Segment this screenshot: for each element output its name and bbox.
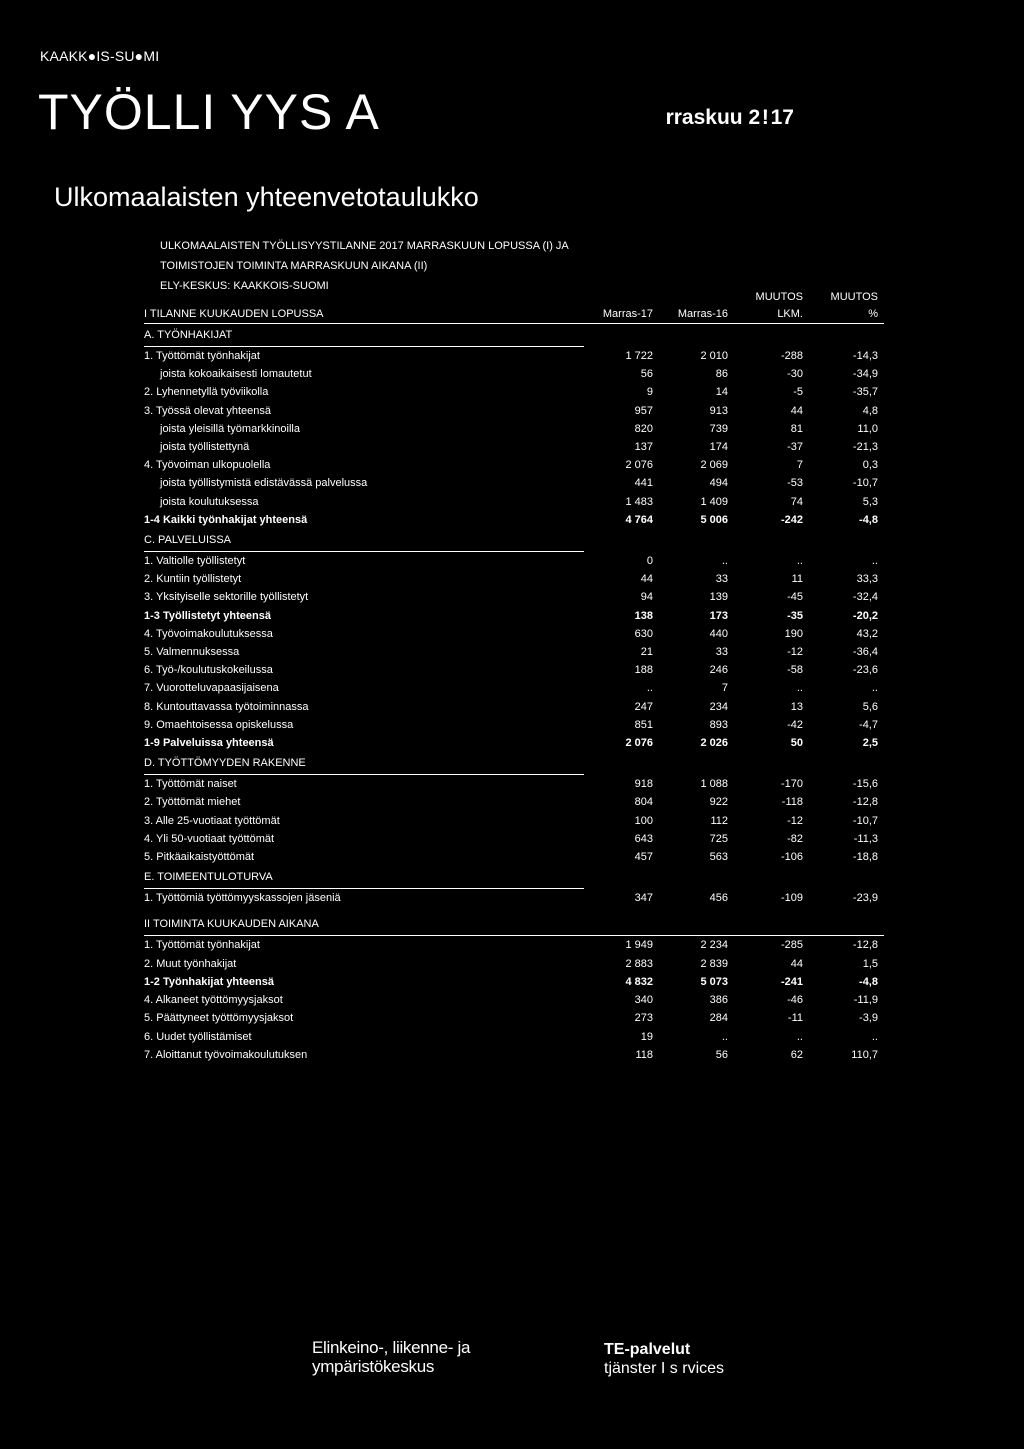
row-label: 5. Päättyneet työttömyysjaksot — [144, 1012, 294, 1025]
value-cell: 86 — [715, 368, 728, 381]
value-cell: 44 — [640, 573, 653, 586]
value-cell: 19 — [640, 1030, 653, 1043]
table-row — [144, 474, 884, 492]
value-cell: -5 — [793, 386, 803, 399]
value-cell: 0 — [646, 554, 653, 567]
table-row — [144, 955, 884, 973]
value-cell: 913 — [709, 404, 728, 417]
value-cell: -106 — [780, 851, 803, 864]
value-cell: 340 — [634, 994, 653, 1007]
row-label: 7. Vuorotteluvapaasijaisena — [144, 682, 279, 695]
value-cell: 630 — [634, 627, 653, 640]
table-row — [144, 936, 884, 955]
footer-line: tjänster I s rvices — [604, 1360, 725, 1377]
value-cell: -4,8 — [859, 975, 878, 988]
value-cell: 5,3 — [862, 495, 878, 508]
value-cell: 1 949 — [625, 939, 653, 952]
value-cell: 112 — [710, 814, 728, 827]
value-cell: 4 764 — [625, 513, 653, 526]
value-cell: 33 — [715, 646, 728, 659]
value-cell: 804 — [634, 796, 653, 809]
empty-cell — [734, 913, 809, 936]
value-cell: 173 — [709, 609, 728, 622]
empty-cell — [734, 529, 809, 552]
value-cell: -288 — [780, 349, 803, 362]
value-cell: 94 — [640, 591, 653, 604]
row-label: 1-2 Työnhakijat yhteensä — [144, 975, 275, 988]
value-cell: 1 483 — [625, 495, 653, 508]
value-cell: 44 — [790, 404, 803, 417]
value-cell: -11 — [787, 1012, 803, 1025]
row-label: 8. Kuntouttavassa työtoiminnassa — [144, 700, 309, 713]
table-row — [144, 991, 884, 1009]
empty-cell — [734, 866, 809, 889]
value-cell: 725 — [709, 832, 728, 845]
value-cell: -241 — [780, 975, 803, 988]
value-cell: -10,7 — [852, 814, 878, 827]
row-label: 4. Yli 50-vuotiaat työttömät — [144, 832, 275, 845]
value-cell: 188 — [634, 664, 653, 677]
row-label: 1. Työttömät työnhakijat — [144, 939, 260, 952]
value-cell: .. — [796, 1030, 803, 1043]
row-label: 3. Työssä olevat yhteensä — [144, 404, 271, 417]
value-cell: 174 — [709, 441, 728, 454]
value-cell: 139 — [709, 591, 728, 604]
section-heading: E. TOIMEENTULOTURVA — [144, 866, 584, 889]
table-row — [144, 456, 884, 474]
header-cell: MUUTOS — [755, 291, 803, 303]
row-label: 1. Työttömät työnhakijat — [144, 350, 260, 362]
page-subtitle: Ulkomaalaisten yhteenvetotaulukko — [54, 182, 479, 212]
value-cell: 110,7 — [851, 1048, 878, 1061]
value-cell: -23,6 — [852, 664, 878, 677]
row-label: 9. Omaehtoisessa opiskelussa — [144, 718, 294, 731]
value-cell: -4,7 — [859, 718, 878, 731]
table-row — [144, 1028, 884, 1046]
value-cell: -30 — [787, 368, 803, 381]
value-cell: 922 — [709, 796, 728, 809]
value-cell: 273 — [634, 1012, 653, 1025]
empty-cell — [734, 324, 809, 347]
value-cell: -21,3 — [852, 441, 878, 454]
header-cell — [659, 289, 734, 305]
value-cell: -12 — [787, 646, 803, 659]
value-cell: 50 — [790, 737, 803, 750]
row-label: joista työllistettynä — [160, 441, 250, 454]
value-cell: 44 — [790, 957, 803, 970]
section-heading-row — [144, 913, 884, 936]
value-cell: 74 — [790, 495, 803, 508]
value-cell: 4 832 — [625, 975, 653, 988]
header-cell: Marras-16 — [659, 305, 734, 324]
row-label: 5. Valmennuksessa — [144, 646, 240, 659]
value-cell: -11,9 — [853, 994, 878, 1007]
table-row — [144, 570, 884, 588]
header-cell: I TILANNE KUUKAUDEN LOPUSSA — [144, 305, 584, 324]
footer-line: TE-palvelut — [604, 1341, 691, 1358]
empty-cell — [809, 324, 884, 347]
value-cell: -11,3 — [853, 832, 878, 845]
value-cell: -12 — [787, 814, 803, 827]
value-cell: .. — [796, 554, 803, 567]
value-cell: -18,8 — [852, 851, 878, 864]
value-cell: -36,4 — [852, 646, 878, 659]
table-row — [144, 402, 884, 420]
value-cell: 2 076 — [625, 459, 653, 472]
table-total-row — [144, 734, 884, 752]
empty-cell — [584, 752, 659, 775]
statistics-table — [144, 289, 884, 1064]
header-cell: Marras-17 — [584, 305, 659, 324]
header-cell — [584, 289, 659, 305]
value-cell: 441 — [634, 477, 653, 490]
value-cell: 957 — [634, 404, 653, 417]
value-cell: -170 — [780, 778, 803, 791]
value-cell: 2 010 — [700, 349, 728, 362]
value-cell: 9 — [646, 386, 653, 399]
footer-line: ympäristökeskus — [312, 1357, 435, 1376]
section-heading-row — [144, 752, 884, 775]
row-label: 2. Lyhennetyllä työviikolla — [144, 386, 269, 399]
value-cell: 5,6 — [862, 700, 878, 713]
value-cell: 739 — [709, 422, 728, 435]
row-label: 1-9 Palveluissa yhteensä — [144, 737, 274, 750]
value-cell: -14,3 — [852, 349, 878, 362]
value-cell: 284 — [709, 1012, 728, 1025]
empty-cell — [659, 324, 734, 347]
row-label: 2. Kuntiin työllistetyt — [144, 573, 242, 586]
row-label: 6. Työ-/koulutuskokeilussa — [144, 664, 273, 677]
value-cell: 13 — [790, 700, 803, 713]
value-cell: 11,0 — [857, 422, 878, 435]
value-cell: 0,3 — [862, 459, 878, 472]
row-label: 1. Työttömiä työttömyyskassojen jäseniä — [144, 892, 341, 905]
value-cell: 100 — [634, 814, 653, 827]
value-cell: 643 — [634, 832, 653, 845]
empty-cell — [809, 529, 884, 552]
table-total-row — [144, 607, 884, 625]
value-cell: .. — [871, 682, 878, 695]
empty-cell — [584, 324, 659, 347]
value-cell: -118 — [781, 796, 803, 809]
table-row — [144, 812, 884, 830]
value-cell: -35 — [787, 609, 803, 622]
page-title: TYÖLLI YYS A — [38, 84, 380, 140]
value-cell: 2,5 — [862, 737, 878, 750]
row-label: 1. Työttömät naiset — [144, 778, 237, 791]
ely-logo-text — [312, 1338, 470, 1376]
value-cell: -109 — [780, 892, 803, 905]
value-cell: .. — [871, 1030, 878, 1043]
row-label: 1-4 Kaikki työnhakijat yhteensä — [144, 513, 308, 526]
table-header-top-row — [144, 289, 884, 305]
table-total-row — [144, 973, 884, 991]
value-cell: 7 — [796, 459, 803, 472]
value-cell: 247 — [634, 700, 653, 713]
value-cell: 918 — [634, 778, 653, 791]
value-cell: 2 076 — [625, 737, 653, 750]
table-row — [144, 365, 884, 383]
value-cell: .. — [646, 682, 653, 695]
table-row — [144, 661, 884, 679]
value-cell: -37 — [787, 441, 803, 454]
value-cell: 1 088 — [700, 778, 728, 791]
value-cell: 347 — [634, 892, 653, 905]
value-cell: 563 — [709, 851, 728, 864]
header-cell: % — [809, 305, 884, 324]
table-row — [144, 830, 884, 848]
value-cell: 14 — [715, 386, 728, 399]
value-cell: -12,8 — [852, 939, 878, 952]
empty-cell — [809, 913, 884, 936]
value-cell: -4,8 — [859, 513, 878, 526]
value-cell: 33 — [715, 573, 728, 586]
value-cell: 2 883 — [625, 957, 653, 970]
section-heading: II TOIMINTA KUUKAUDEN AIKANA — [144, 913, 584, 936]
value-cell: -23,9 — [852, 892, 878, 905]
value-cell: .. — [721, 1030, 728, 1043]
value-cell: 1 722 — [625, 349, 653, 362]
table-row — [144, 1046, 884, 1064]
value-cell: -58 — [787, 664, 803, 677]
value-cell: .. — [721, 554, 728, 567]
value-cell: 56 — [640, 368, 653, 381]
caption-line: ULKOMAALAISTEN TYÖLLISYYSTILANNE 2017 MARRASKUUN LOPUSSA (I) JA — [160, 240, 569, 252]
table-row — [144, 848, 884, 866]
table-total-row — [144, 511, 884, 529]
value-cell: 494 — [709, 477, 728, 490]
value-cell: 234 — [709, 700, 728, 713]
value-cell: 5 073 — [700, 975, 728, 988]
table-header-row — [144, 305, 884, 324]
table-row — [144, 679, 884, 697]
value-cell: 2 839 — [700, 957, 728, 970]
row-label: 1. Valtiolle työllistetyt — [144, 555, 246, 568]
value-cell: -35,7 — [852, 386, 878, 399]
empty-cell — [659, 752, 734, 775]
value-cell: -242 — [780, 513, 803, 526]
empty-cell — [659, 529, 734, 552]
row-label: 2. Työttömät miehet — [144, 796, 241, 809]
empty-cell — [809, 866, 884, 889]
table-row — [144, 643, 884, 661]
empty-cell — [659, 913, 734, 936]
value-cell: .. — [871, 554, 878, 567]
value-cell: 11 — [791, 573, 803, 586]
value-cell: 2 234 — [700, 939, 728, 952]
value-cell: 56 — [715, 1048, 728, 1061]
region-label: KAAKK●IS-SU●MI — [40, 48, 160, 64]
value-cell: -45 — [787, 591, 803, 604]
value-cell: 820 — [634, 422, 653, 435]
row-label: joista koulutuksessa — [160, 495, 259, 508]
value-cell: 246 — [709, 664, 728, 677]
footer-line: Elinkeino-, liikenne- ja — [312, 1338, 471, 1357]
empty-cell — [809, 752, 884, 775]
table-row — [144, 420, 884, 438]
value-cell: 456 — [709, 892, 728, 905]
table-row — [144, 383, 884, 401]
value-cell: -32,4 — [852, 591, 878, 604]
value-cell: -82 — [787, 832, 803, 845]
row-label: 4. Alkaneet työttömyysjaksot — [144, 994, 283, 1007]
section-heading-row — [144, 324, 884, 347]
row-label: 7. Aloittanut työvoimakoulutuksen — [144, 1048, 308, 1061]
empty-cell — [659, 866, 734, 889]
table-row — [144, 1009, 884, 1027]
value-cell: -10,7 — [852, 477, 878, 490]
row-label: joista työllistymistä edistävässä palvelussa — [160, 477, 368, 490]
row-label: 4. Työvoiman ulkopuolella — [144, 459, 271, 472]
value-cell: 4,8 — [862, 404, 878, 417]
value-cell: -15,6 — [852, 778, 878, 791]
empty-cell — [584, 913, 659, 936]
row-label: 3. Alle 25-vuotiaat työttömät — [144, 814, 280, 827]
value-cell: -53 — [787, 477, 803, 490]
value-cell: -20,2 — [852, 609, 878, 622]
row-label: 2. Muut työnhakijat — [144, 957, 237, 970]
value-cell: 1 409 — [700, 495, 728, 508]
caption-line: TOIMISTOJEN TOIMINTA MARRASKUUN AIKANA (II) — [160, 260, 428, 272]
value-cell: 893 — [709, 718, 728, 731]
value-cell: -42 — [787, 718, 803, 731]
table-row — [144, 493, 884, 511]
table-row — [144, 625, 884, 643]
value-cell: 440 — [709, 627, 728, 640]
value-cell: -34,9 — [852, 368, 878, 381]
value-cell: 2 069 — [700, 459, 728, 472]
value-cell: 1,5 — [862, 957, 878, 970]
value-cell: .. — [796, 682, 803, 695]
value-cell: 137 — [634, 441, 653, 454]
table-row — [144, 438, 884, 456]
value-cell: 7 — [721, 682, 728, 695]
table-row — [144, 889, 884, 908]
te-logo-text — [604, 1340, 724, 1378]
row-label: 3. Yksityiselle sektorille työllistetyt — [144, 591, 309, 604]
section-heading: D. TYÖTTÖMYYDEN RAKENNE — [144, 752, 584, 775]
section-heading-row — [144, 529, 884, 552]
report-month: rraskuu 2 ! 17 — [665, 106, 794, 129]
value-cell: 5 006 — [700, 513, 728, 526]
table-body — [144, 324, 884, 1064]
empty-cell — [734, 752, 809, 775]
row-label: 6. Uudet työllistämiset — [144, 1030, 252, 1043]
table-row — [144, 793, 884, 811]
value-cell: -3,9 — [859, 1012, 878, 1025]
value-cell: 21 — [640, 646, 653, 659]
table-row — [144, 588, 884, 606]
row-label: 4. Työvoimakoulutuksessa — [144, 627, 273, 640]
caption-line: ELY-KESKUS: KAAKKOIS-SUOMI — [160, 280, 329, 292]
value-cell: 62 — [790, 1048, 803, 1061]
table-row — [144, 347, 884, 366]
header-cell: MUUTOS — [830, 291, 878, 303]
value-cell: 81 — [790, 422, 803, 435]
empty-cell — [584, 529, 659, 552]
value-cell: 138 — [634, 609, 653, 622]
table-row — [144, 716, 884, 734]
section-heading: C. PALVELUISSA — [144, 529, 584, 552]
section-heading: A. TYÖNHAKIJAT — [144, 324, 584, 347]
table-caption — [160, 236, 569, 296]
value-cell: 118 — [635, 1048, 653, 1061]
value-cell: 457 — [634, 851, 653, 864]
row-label: 1-3 Työllistetyt yhteensä — [144, 609, 271, 622]
table-row — [144, 775, 884, 794]
value-cell: 2 026 — [700, 737, 728, 750]
value-cell: 386 — [709, 994, 728, 1007]
value-cell: 43,2 — [856, 627, 878, 640]
value-cell: 190 — [784, 627, 803, 640]
header-cell — [144, 289, 584, 305]
table-row — [144, 552, 884, 571]
value-cell: -285 — [780, 939, 803, 952]
empty-cell — [584, 866, 659, 889]
header-cell: LKM. — [734, 305, 809, 324]
value-cell: 33,3 — [856, 573, 878, 586]
value-cell: -12,8 — [852, 796, 878, 809]
section-heading-row — [144, 866, 884, 889]
row-label: joista kokoaikaisesti lomautetut — [160, 368, 312, 381]
row-label: 5. Pitkäaikaistyöttömät — [144, 851, 255, 864]
row-label: joista yleisillä työmarkkinoilla — [160, 422, 300, 435]
value-cell: -46 — [787, 994, 803, 1007]
table-row — [144, 698, 884, 716]
value-cell: 851 — [634, 718, 653, 731]
